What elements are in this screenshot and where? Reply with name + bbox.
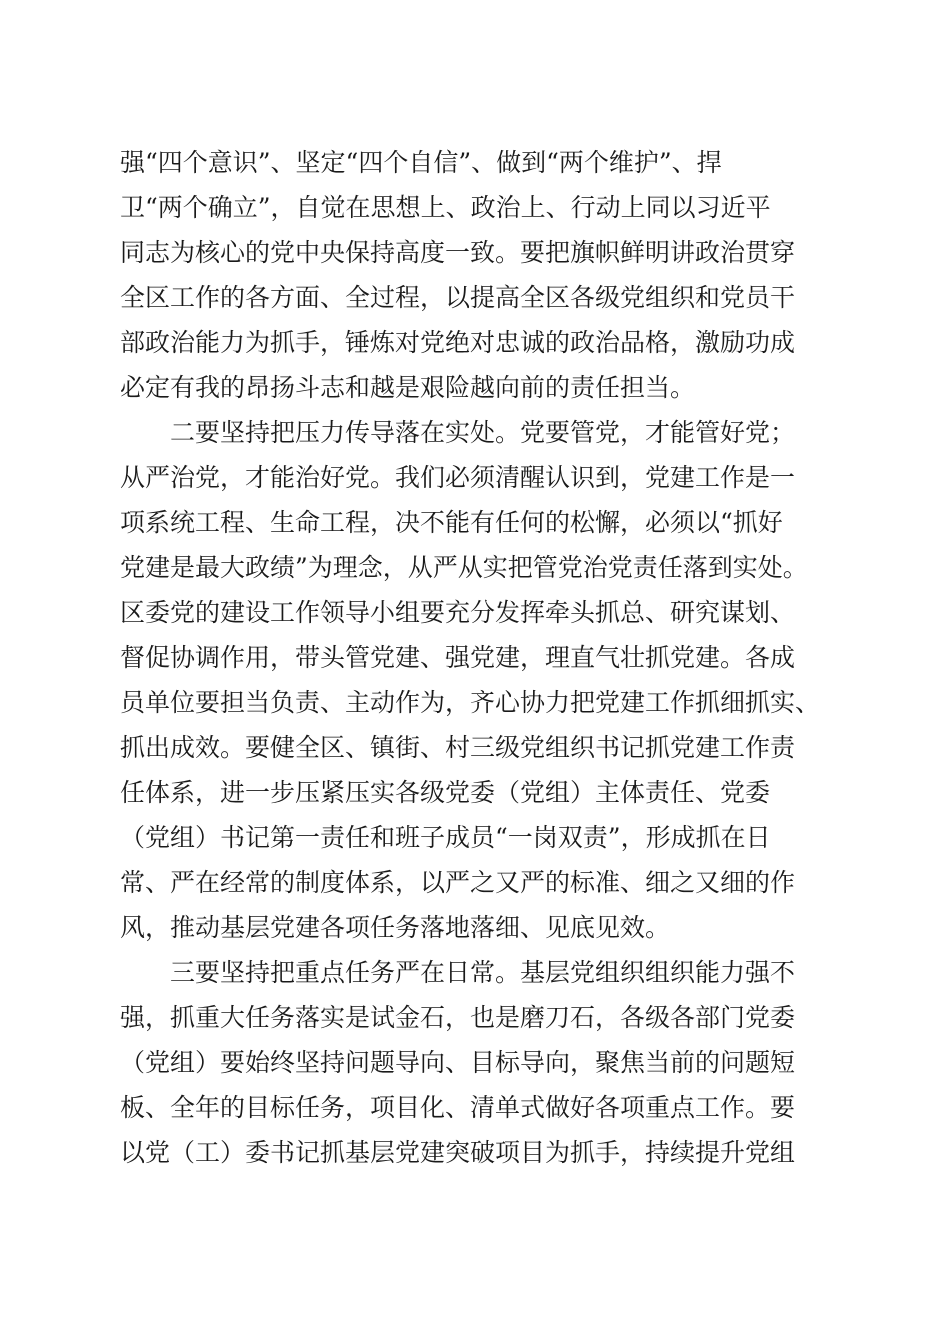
text-line: （党组）要始终坚持问题导向、目标导向，聚焦当前的问题短	[120, 1048, 796, 1077]
text-line: 抓出成效。要健全区、镇街、村三级党组织书记抓党建工作责	[120, 733, 796, 762]
text-line: 项系统工程、生命工程，决不能有任何的松懈，必须以“抓好	[120, 508, 783, 537]
text-line: 党建是最大政绩”为理念，从严从实把管党治党责任落到实处。	[120, 553, 808, 582]
paragraph-key-tasks	[120, 950, 832, 1175]
text-line: 督促协调作用，带头管党建、强党建，理直气壮抓党建。各成	[120, 643, 796, 672]
text-line: 卫“两个确立”，自觉在思想上、政治上、行动上同以习近平	[120, 193, 771, 222]
text-line: 部政治能力为抓手，锤炼对党绝对忠诚的政治品格，激励功成	[120, 328, 796, 357]
text-line: 常、严在经常的制度体系，以严之又严的标准、细之又细的作	[120, 868, 796, 897]
text-line: 员单位要担当负责、主动作为，齐心协力把党建工作抓细抓实、	[120, 688, 821, 717]
body-text	[120, 140, 832, 1175]
text-line: 风，推动基层党建各项任务落地落细、见底见效。	[120, 913, 671, 942]
text-line: 全区工作的各方面、全过程，以提高全区各级党组织和党员干	[120, 283, 796, 312]
text-line: 任体系，进一步压紧压实各级党委（党组）主体责任、党委	[120, 778, 771, 807]
text-line: 二要坚持把压力传导落在实处。党要管党，才能管好党；	[170, 418, 796, 447]
text-line: 同志为核心的党中央保持高度一致。要把旗帜鲜明讲政治贯穿	[120, 238, 796, 267]
text-line: 板、全年的目标任务，项目化、清单式做好各项重点工作。要	[120, 1093, 796, 1122]
paragraph-continuation	[120, 140, 832, 410]
text-line: 以党（工）委书记抓基层党建突破项目为抓手，持续提升党组	[120, 1138, 796, 1167]
text-line: 强，抓重大任务落实是试金石，也是磨刀石，各级各部门党委	[120, 1003, 796, 1032]
text-line: 强“四个意识”、坚定“四个自信”、做到“两个维护”、捍	[120, 148, 722, 177]
text-line: 三要坚持把重点任务严在日常。基层党组织组织能力强不	[170, 958, 796, 987]
text-line: 区委党的建设工作领导小组要充分发挥牵头抓总、研究谋划、	[120, 598, 796, 627]
text-line: 必定有我的昂扬斗志和越是艰险越向前的责任担当。	[120, 373, 696, 402]
text-line: （党组）书记第一责任和班子成员“一岗双责”，形成抓在日	[120, 823, 771, 852]
text-line: 从严治党，才能治好党。我们必须清醒认识到，党建工作是一	[120, 463, 796, 492]
paragraph-pressure	[120, 410, 832, 950]
